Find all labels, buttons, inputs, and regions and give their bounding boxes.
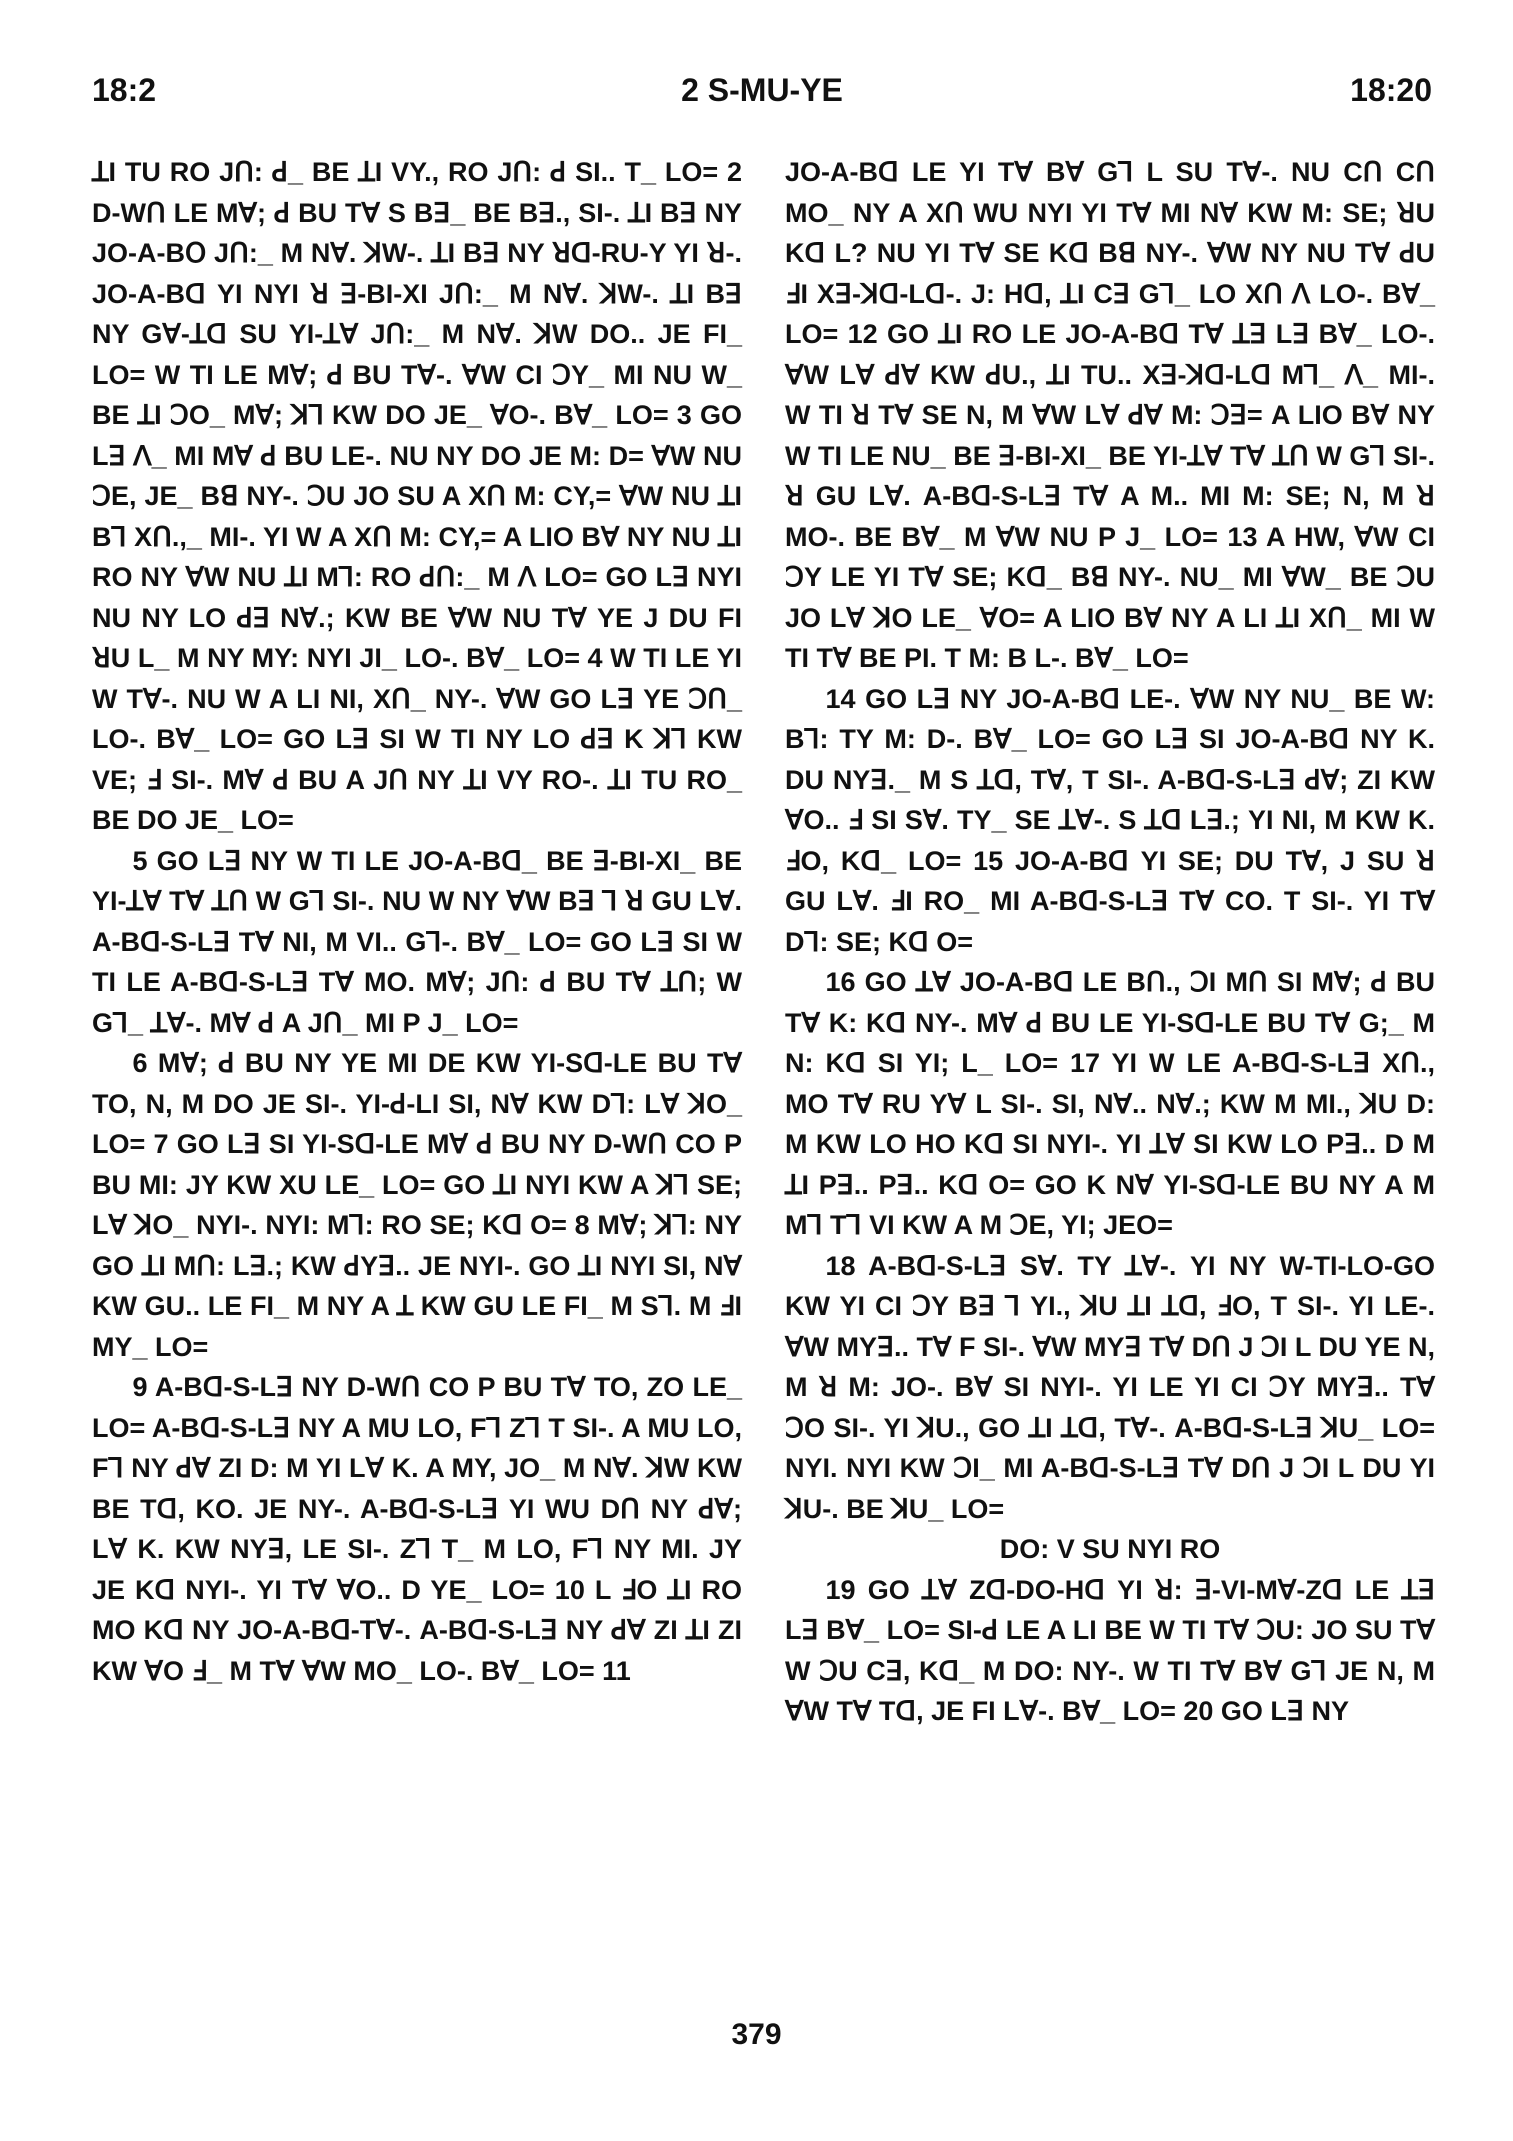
paragraph: 18 A-Bꓷ-S-Lꓱ Sꓯ. TY ꓕꓯ-. YI NY W-TI-LO-GO KW YI CI ꓛY Bꓱ ꓶ YI., ꓘU ꓕI ꓕꓷ, ꓞO, T SI-. YI LE-. ꓯW MYꓱ.. Tꓯ F SI-. ꓯW MYꓱ Tꓯ Dꓵ J ꓛI L DU YE N, M ꓤ M: JO-. Bꓯ SI NYI-. YI LE YI CI ꓛY MYꓱ.. Tꓯ ꓛO SI-. YI ꓘU., GO ꓕI ꓕꓷ, Tꓯ-. A-Bꓷ-S-Lꓱ ꓘU_ LO= NYI. NYI KW ꓛI_ MI A-Bꓷ-S-Lꓱ Tꓯ Dꓵ J ꓛI L DU YI ꓘU-. BE ꓘU_ LO= xyxy=(785,1250,1435,1524)
book-title: 2 S-MU-YE xyxy=(681,72,843,108)
right-column xyxy=(785,152,1435,1732)
left-column xyxy=(92,152,742,1691)
page-number: 379 xyxy=(731,2018,782,2051)
chapter-verse-start: 18:2 xyxy=(92,72,157,108)
paragraph: ꓕI TU RO Jꓵ: ꓒ_ BE ꓕI VY., RO Jꓵ: ꓒ SI.. T_ LO= 2 D-Wꓵ LE Mꓯ; ꓒ BU Tꓯ S Bꓱ_ BE Bꓱ., SI-. ꓕI Bꓱ NY JO-A-Bꓳ Jꓵ:_ M Nꓯ. ꓘW-. ꓕI Bꓱ NY ꓤꓷ-RU-Y YI ꓤ-. JO-A-Bꓷ YI NYI ꓤ ꓱ-BI-XI Jꓵ:_ M Nꓯ. ꓘW-. ꓕI Bꓱ NY Gꓯ-ꓕꓷ SU YI-ꓕꓯ Jꓵ:_ M Nꓯ. ꓘW DO.. JE FI_ LO= W TI LE Mꓯ; ꓒ BU Tꓯ-. ꓯW CI ꓛY_ MI NU W_ BE ꓕI ꓛO_ Mꓯ; ꓘꓶ KW DO JE_ ꓯO-. Bꓯ_ LO= 3 GO Lꓱ ꓥ_ MI Mꓯ ꓒ BU LE-. NU NY DO JE M: D= ꓯW NU ꓛE, JE_ Bꓭ NY-. ꓛU JO SU A Xꓵ M: CY,= ꓯW NU ꓕI Bꓶ Xꓵ.,_ MI-. YI W A Xꓵ M: CY,= A LIO Bꓯ NY NU ꓕI RO NY ꓯW NU ꓕI Mꓶ: RO ꓒꓵ:_ M ꓥ LO= GO Lꓱ NYI NU NY LO ꓒꓱ Nꓯ.; KW BE ꓯW NU Tꓯ YE J DU FI ꓤU L_ M NY MY: NYI JI_ LO-. Bꓯ_ LO= 4 W TI LE YI W Tꓯ-. NU W A LI NI, Xꓵ_ NY-. ꓯW GO Lꓱ YE ꓛꓵ_ LO-. Bꓯ_ LO= GO Lꓱ SI W TI NY LO ꓒꓱ K ꓘꓶ KW VE; ꓞ SI-. Mꓯ ꓒ BU A Jꓵ NY ꓕI VY RO-. ꓕI TU RO_ BE DO JE_ LO= xyxy=(92,157,742,835)
paragraph: 5 GO Lꓱ NY W TI LE JO-A-Bꓷ_ BE ꓱ-BI-XI_ BE YI-ꓕꓯ Tꓯ ꓕꓵ W Gꓶ SI-. NU W NY ꓯW Bꓱ ꓶ ꓤ GU Lꓯ. A-Bꓷ-S-Lꓱ Tꓯ NI, M VI.. Gꓶ-. Bꓯ_ LO= GO Lꓱ SI W TI LE A-Bꓷ-S-Lꓱ Tꓯ MO. Mꓯ; Jꓵ: ꓒ BU Tꓯ ꓕꓵ; W Gꓶ_ ꓕꓯ-. Mꓯ ꓒ A Jꓵ_ MI P J_ LO= xyxy=(92,845,742,1038)
paragraph: 6 Mꓯ; ꓒ BU NY YE MI DE KW YI-Sꓷ-LE BU Tꓯ TO, N, M DO JE SI-. YI-ꓒ-LI SI, Nꓯ KW Dꓶ: Lꓯ ꓘO_ LO= 7 GO Lꓱ SI YI-Sꓷ-LE Mꓯ ꓒ BU NY D-Wꓵ CO P BU MI: JY KW XU LE_ LO= GO ꓕI NYI KW A ꓘꓶ SE; Lꓯ ꓘO_ NYI-. NYI: Mꓶ: RO SE; Kꓷ O= 8 Mꓯ; ꓘꓶ: NY GO ꓕI Mꓵ: Lꓱ.; KW ꓒYꓱ.. JE NYI-. GO ꓕI NYI SI, Nꓯ KW GU.. LE FI_ M NY A ꓕ KW GU LE FI_ M Sꓶ. M ꓞI MY_ LO= xyxy=(92,1048,742,1362)
paragraph: 14 GO Lꓱ NY JO-A-Bꓷ LE-. ꓯW NY NU_ BE W: Bꓶ: TY M: D-. Bꓯ_ LO= GO Lꓱ SI JO-A-Bꓷ NY K. DU NYꓱ._ M S ꓕꓷ, Tꓯ, T SI-. A-Bꓷ-S-Lꓱ ꓒꓯ; ZI KW ꓯO.. ꓞ SI Sꓯ. TY_ SE ꓕꓯ-. S ꓕꓷ Lꓱ.; YI NI, M KW K. ꓞO, Kꓷ_ LO= 15 JO-A-Bꓷ YI SE; DU Tꓯ, J SU ꓤ GU Lꓯ. ꓞI RO_ MI A-Bꓷ-S-Lꓱ Tꓯ CO. T SI-. YI Tꓯ Dꓶ: SE; Kꓷ O= xyxy=(785,683,1435,957)
section-heading: DO: V SU NYI RO xyxy=(999,1534,1221,1564)
paragraph: 16 GO ꓕꓯ JO-A-Bꓷ LE Bꓵ., ꓛI Mꓵ SI Mꓯ; ꓒ BU Tꓯ K: Kꓷ NY-. Mꓯ ꓒ BU LE YI-Sꓷ-LE BU Tꓯ G;_ M N: Kꓷ SI YI; L_ LO= 17 YI W LE A-Bꓷ-S-Lꓱ Xꓵ., MO Tꓯ RU Yꓯ L SI-. SI, Nꓯ.. Nꓯ.; KW M MI., ꓘU D: M KW LO HO Kꓷ SI NYI-. YI ꓕꓯ SI KW LO Pꓱ.. D M ꓕI Pꓱ.. Pꓱ.. Kꓷ O= GO K Nꓯ YI-Sꓷ-LE BU NY A M Mꓶ Tꓶ VI KW A M ꓛE, YI; JEO= xyxy=(785,967,1435,1240)
chapter-verse-end: 18:20 xyxy=(1350,72,1432,108)
paragraph: 19 GO ꓕꓯ Zꓷ-DO-Hꓷ YI ꓤ: ꓱ-VI-Mꓯ-Zꓷ LE ꓕꓱ Lꓱ Bꓯ_ LO= SI-ꓒ LE A LI BE W TI Tꓯ ꓛU: JO SU Tꓯ W ꓛU Cꓱ, Kꓷ_ M DO: NY-. W TI Tꓯ Bꓯ Gꓶ JE N, M ꓯW Tꓯ Tꓷ, JE FI Lꓯ-. Bꓯ_ LO= 20 GO Lꓱ NY xyxy=(785,1574,1435,1726)
paragraph: JO-A-Bꓷ LE YI Tꓯ Bꓯ Gꓶ L SU Tꓯ-. NU Cꓵ Cꓵ MO_ NY A Xꓵ WU NYI YI Tꓯ MI Nꓯ KW M: SE; ꓤU Kꓷ L? NU YI Tꓯ SE Kꓷ Bꓭ NY-. ꓯW NY NU Tꓯ ꓒU ꓞI Xꓱ-ꓘꓷ-Lꓷ-. J: Hꓷ, ꓕI Cꓱ Gꓶ_ LO Xꓵ ꓥ LO-. Bꓯ_ LO= 12 GO ꓕI RO LE JO-A-Bꓷ Tꓯ ꓕꓱ Lꓱ Bꓯ_ LO-. ꓯW Lꓯ ꓒꓯ KW ꓒU., ꓕI TU.. Xꓱ-ꓘꓷ-Lꓷ Mꓶ_ ꓥ_ MI-. W TI ꓤ Tꓯ SE N, M ꓯW Lꓯ ꓒꓯ M: ꓛꓱ= A LIO Bꓯ NY W TI LE NU_ BE ꓱ-BI-XI_ BE YI-ꓕꓯ Tꓯ ꓕꓵ W Gꓶ SI-. ꓤ GU Lꓯ. A-Bꓷ-S-Lꓱ Tꓯ A M.. MI M: SE; N, M ꓤ MO-. BE Bꓯ_ M ꓯW NU P J_ LO= 13 A HW, ꓯW CI ꓛY LE YI Tꓯ SE; Kꓷ_ Bꓭ NY-. NU_ MI ꓯW_ BE ꓛU JO Lꓯ ꓘO LE_ ꓯO= A LIO Bꓯ NY A LI ꓕI Xꓵ_ MI W TI Tꓯ BE PI. T M: B L-. Bꓯ_ LO= xyxy=(785,157,1435,673)
running-header xyxy=(92,72,1432,128)
paragraph: 9 A-Bꓷ-S-Lꓱ NY D-Wꓵ CO P BU Tꓯ TO, ZO LE_ LO= A-Bꓷ-S-Lꓱ NY A MU LO, Fꓶ Zꓶ T SI-. A MU LO, Fꓶ NY ꓒꓯ ZI D: M YI Lꓯ K. A MY, JO_ M Nꓯ. ꓘW KW BE Tꓷ, KO. JE NY-. A-Bꓷ-S-Lꓱ YI WU Dꓵ NY ꓒꓯ; Lꓯ K. KW NYꓱ, LE SI-. Zꓶ T_ M LO, Fꓶ NY MI. JY JE Kꓷ NYI-. YI Tꓯ ꓯO.. D YE_ LO= 10 L ꓞO ꓕI RO MO Kꓷ NY JO-A-Bꓷ-Tꓯ-. A-Bꓷ-S-Lꓱ NY ꓒꓯ ZI ꓕI ZI KW ꓯO ꓞ_ M Tꓯ ꓯW MO_ LO-. Bꓯ_ LO= 11 xyxy=(92,1372,742,1686)
